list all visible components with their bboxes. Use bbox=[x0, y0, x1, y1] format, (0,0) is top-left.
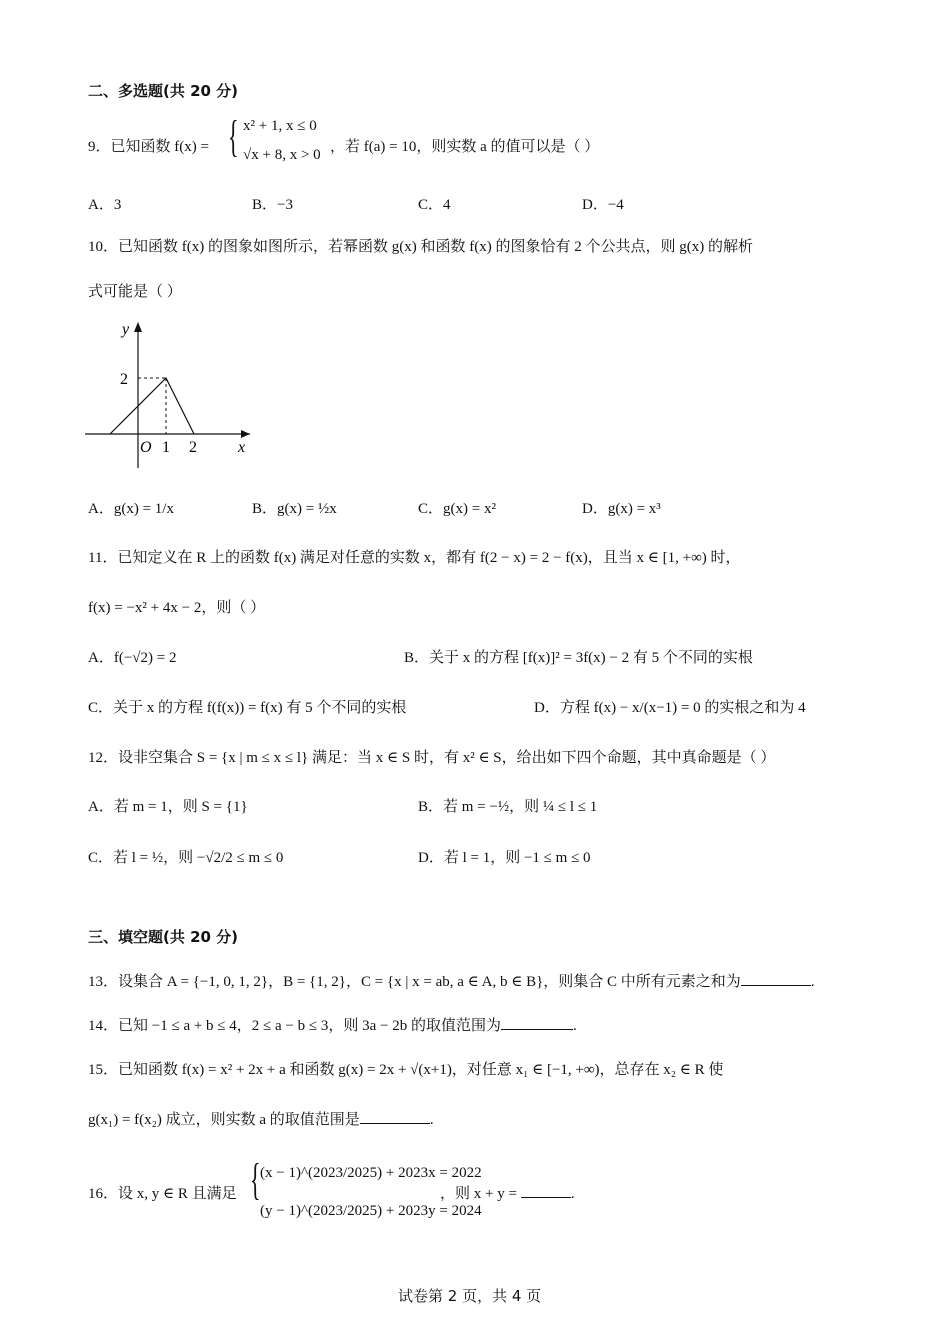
x-axis-arrow-icon bbox=[241, 430, 250, 438]
y-axis-arrow-icon bbox=[134, 322, 142, 332]
q12-option-d: D．若 l = 1，则 −1 ≤ m ≤ 0 bbox=[418, 850, 591, 866]
q15-line1: 15．已知函数 f(x) = x² + 2x + a 和函数 g(x) = 2x + √(x+1)，对任意 x₁ ∈ [−1, +∞)，总存在 x₂ ∈ R 使 bbox=[88, 1062, 724, 1078]
q11-line2: f(x) = −x² + 4x − 2，则（ ） bbox=[88, 600, 266, 616]
q16-prefix: 16．设 x, y ∈ R 且满足 bbox=[88, 1186, 237, 1202]
q10-option-a: A．g(x) = 1/x bbox=[88, 501, 174, 517]
q9-brace: { bbox=[228, 112, 239, 161]
section-title-multi-choice: 二、多选题(共 20 分) bbox=[88, 82, 239, 100]
graph-y-label: y bbox=[122, 321, 130, 338]
q10-option-d: D．g(x) = x³ bbox=[582, 501, 661, 517]
q16-answer-blank[interactable] bbox=[521, 1183, 571, 1198]
graph-xtick-1: 1 bbox=[162, 439, 170, 456]
section-title-fill-blank: 三、填空题(共 20 分) bbox=[88, 928, 239, 946]
q10-option-b: B．g(x) = ½x bbox=[252, 501, 337, 517]
q15-line2: g(x₁) = f(x₂) 成立，则实数 a 的取值范围是 . bbox=[88, 1108, 434, 1129]
q14-answer-blank[interactable] bbox=[501, 1015, 573, 1030]
graph-xtick-2: 2 bbox=[189, 439, 197, 456]
q13-text: 13．设集合 A = {−1, 0, 1, 2}，B = {1, 2}，C = {x | x = ab, a ∈ A, b ∈ B}，则集合 C 中所有元素之和为 bbox=[88, 974, 741, 990]
q10-graph bbox=[80, 318, 260, 478]
q16-suffix-line: ，则 x + y = . bbox=[440, 1182, 575, 1203]
q11-option-a: A．f(−√2) = 2 bbox=[88, 650, 177, 666]
q16-suffix: ，则 x + y = bbox=[440, 1186, 517, 1202]
q14-line: 14．已知 −1 ≤ a + b ≤ 4，2 ≤ a − b ≤ 3，则 3a − 2b 的取值范围为 . bbox=[88, 1014, 577, 1035]
q12-option-a: A．若 m = 1，则 S = {1} bbox=[88, 799, 248, 815]
q16-brace: { bbox=[250, 1155, 261, 1204]
q10-line1: 10．已知函数 f(x) 的图象如图所示，若幂函数 g(x) 和函数 f(x) 的图象恰有 2 个公共点，则 g(x) 的解析 bbox=[88, 239, 753, 255]
q11-line1: 11．已知定义在 R 上的函数 f(x) 满足对任意的实数 x，都有 f(2 − x) = 2 − f(x)，且当 x ∈ [1, +∞) 时， bbox=[88, 550, 741, 566]
q10-option-c: C．g(x) = x² bbox=[418, 501, 496, 517]
q9-piece2: √x + 8, x > 0 bbox=[243, 147, 321, 163]
q11-option-b: B．关于 x 的方程 [f(x)]² = 3f(x) − 2 有 5 个不同的实根 bbox=[404, 650, 753, 666]
q10-line2: 式可能是（ ） bbox=[88, 284, 182, 300]
q11-option-c: C．关于 x 的方程 f(f(x)) = f(x) 有 5 个不同的实根 bbox=[88, 700, 407, 716]
q9-option-d: D．−4 bbox=[582, 197, 624, 213]
q9-prefix: 9．已知函数 f(x) = bbox=[88, 139, 209, 155]
q9-suffix: ，若 f(a) = 10，则实数 a 的值可以是（ ） bbox=[330, 139, 600, 155]
q12-option-b: B．若 m = −½，则 ¼ ≤ l ≤ 1 bbox=[418, 799, 598, 815]
q12-option-c: C．若 l = ½，则 −√2/2 ≤ m ≤ 0 bbox=[88, 850, 284, 866]
graph-ytick-2: 2 bbox=[120, 371, 128, 388]
q16-eq2: (y − 1)^(2023/2025) + 2023y = 2024 bbox=[260, 1203, 482, 1219]
q11-option-d: D．方程 f(x) − x/(x−1) = 0 的实根之和为 4 bbox=[534, 700, 806, 716]
graph-origin: O bbox=[140, 439, 152, 456]
q15-line2-text: g(x₁) = f(x₂) 成立，则实数 a 的取值范围是 bbox=[88, 1112, 360, 1128]
q12-line1: 12．设非空集合 S = {x | m ≤ x ≤ l} 满足：当 x ∈ S 时，有 x² ∈ S，给出如下四个命题，其中真命题是（ ） bbox=[88, 750, 776, 766]
graph-x-label: x bbox=[238, 439, 246, 456]
q15-answer-blank[interactable] bbox=[360, 1109, 430, 1124]
q14-text: 14．已知 −1 ≤ a + b ≤ 4，2 ≤ a − b ≤ 3，则 3a − 2b 的取值范围为 bbox=[88, 1018, 501, 1034]
q9-option-b: B．−3 bbox=[252, 197, 293, 213]
q13-line: 13．设集合 A = {−1, 0, 1, 2}，B = {1, 2}，C = {x | x = ab, a ∈ A, b ∈ B}，则集合 C 中所有元素之和为 . bbox=[88, 970, 815, 991]
q16-eq1: (x − 1)^(2023/2025) + 2023x = 2022 bbox=[260, 1165, 482, 1181]
page-footer: 试卷第 2 页，共 4 页 bbox=[398, 1287, 542, 1305]
q13-answer-blank[interactable] bbox=[741, 971, 811, 986]
q9-option-c: C．4 bbox=[418, 197, 451, 213]
q9-option-a: A．3 bbox=[88, 197, 122, 213]
q9-piece1: x² + 1, x ≤ 0 bbox=[243, 118, 317, 134]
